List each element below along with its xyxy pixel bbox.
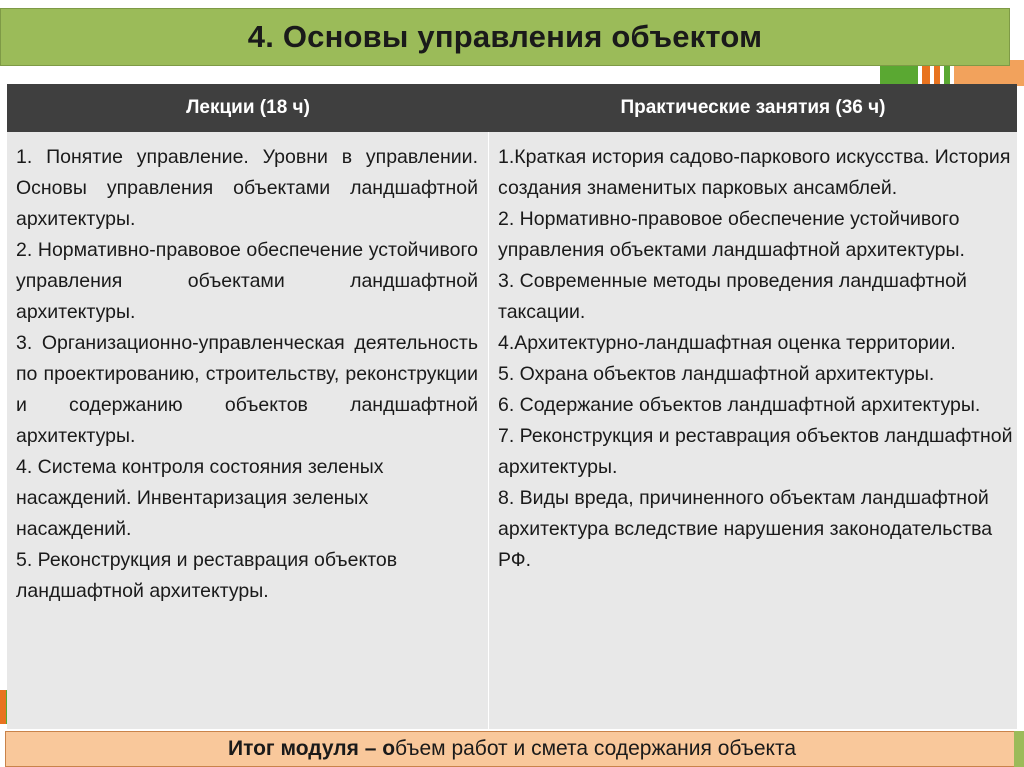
lectures-column <box>16 142 478 607</box>
lecture-item: 3. Организационно-управленческая деятельность по проектированию, строительству, реконструкции и содержанию объектов ландшафтной архитектуры. <box>16 332 478 447</box>
summary-strong-text: Итог модуля – о <box>227 737 396 760</box>
practice-item: 3. Современные методы проведения ландшафтной таксации. <box>498 270 967 323</box>
practice-item: 8. Виды вреда, причиненного объектам ландшафтной архитектура вследствие нарушения законодательства РФ. <box>498 487 993 571</box>
title-bar <box>0 8 1010 66</box>
practice-column <box>498 142 1013 576</box>
practice-item: 5. Охрана объектов ландшафтной архитектуры. <box>498 363 935 385</box>
lecture-item: 1. Понятие управление. Уровни в управлении. Основы управления объектами ландшафтной архитектуры. <box>16 146 478 230</box>
module-summary-bar <box>5 731 1019 767</box>
practice-item: 6. Содержание объектов ландшафтной архитектуры. <box>498 394 981 416</box>
practice-item: 1.Краткая история садово-паркового искусства. История создания знаменитых парковых ансамблей. <box>498 146 1011 199</box>
practice-item: 4.Архитектурно-ландшафтная оценка территории. <box>498 332 956 354</box>
table-header-row <box>7 84 1017 132</box>
course-table <box>7 84 1017 729</box>
summary-text: бъем работ и смета содержания объекта <box>395 737 797 760</box>
page-title: 4. Основы управления объектом <box>247 19 763 54</box>
column-divider <box>488 132 489 729</box>
header-lectures: Лекции (18 ч) <box>186 97 310 118</box>
lecture-item: 4. Система контроля состояния зеленых насаждений. Инвентаризация зеленых насаждений. <box>16 456 384 540</box>
practice-item: 7. Реконструкция и реставрация объектов ландшафтной архитектуры. <box>498 425 1013 478</box>
lecture-item: 2. Нормативно-правовое обеспечение устойчивого управления объектами ландшафтной архитектуры. <box>16 239 478 323</box>
lecture-item: 5. Реконструкция и реставрация объектов ландшафтной архитектуры. <box>16 549 398 602</box>
practice-item: 2. Нормативно-правовое обеспечение устойчивого управления объектами ландшафтной архитектуры. <box>498 208 965 261</box>
decorative-mark-bottom-right <box>1014 731 1024 767</box>
header-practice: Практические занятия (36 ч) <box>620 97 886 118</box>
